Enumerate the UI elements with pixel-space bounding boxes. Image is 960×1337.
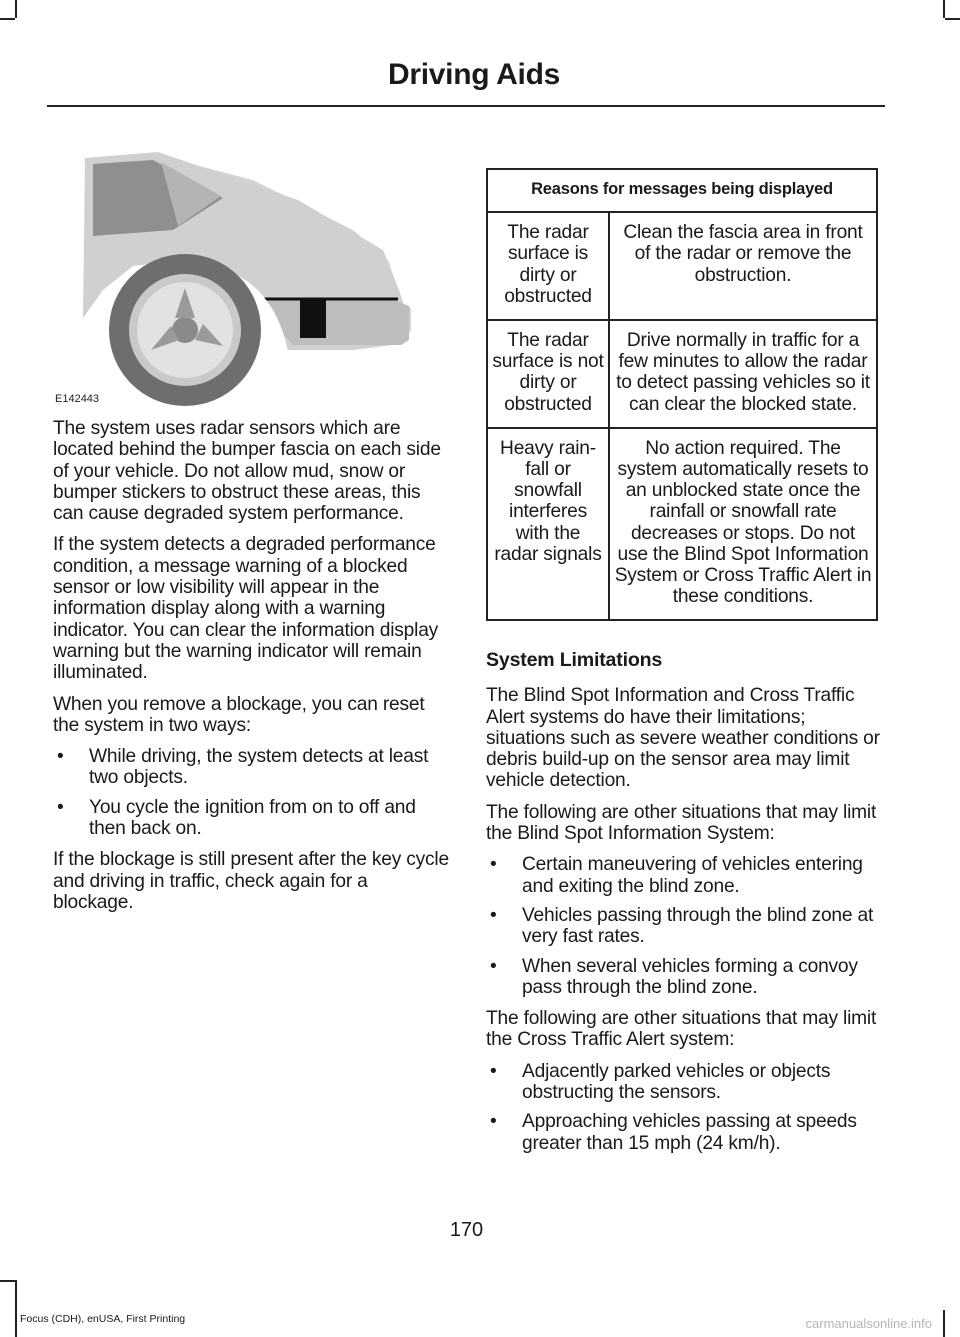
list-item: • Certain maneuvering of vehicles entering and exiting the blind zone. xyxy=(486,854,880,897)
paragraph: The system uses radar sensors which are located behind the bumper fascia on each side of your vehicle. Do not allow mud, snow or bumper stickers to obstruct these areas, this can cause degraded system performance. xyxy=(53,418,441,525)
footer-text: Focus (CDH), enUSA, First Printing xyxy=(20,1313,186,1325)
page-title: Driving Aids xyxy=(388,58,560,91)
crop-mark xyxy=(945,18,960,20)
header-rule xyxy=(47,105,885,107)
table-cell-cause: The radar surface is not dirty or obstructed xyxy=(487,320,609,428)
paragraph: If the blockage is still present after the key cycle and driving in traffic, check again for a blockage. xyxy=(53,849,449,913)
watermark: carmanualsonline.info xyxy=(805,1316,932,1331)
list-item: • When several vehicles forming a convoy pass through the blind zone. xyxy=(486,956,880,999)
page-number: 170 xyxy=(449,1219,484,1241)
paragraph: If the system detects a degraded performance condition, a message warning of a blocked sensor or low visibility will appear in the information display along with a warning indicator. You can clear the information display warning but the warning indicator will remain illuminated. xyxy=(53,534,439,684)
table-header: Reasons for messages being displayed xyxy=(487,169,877,212)
table-row xyxy=(487,212,877,320)
paragraph: The following are other situations that may limit the Blind Spot Information System: xyxy=(486,801,877,845)
figure-code: E142443 xyxy=(55,393,100,405)
table-row xyxy=(487,320,877,428)
cta-limitations-list xyxy=(486,1061,880,1154)
crop-mark xyxy=(15,1282,17,1337)
crop-mark xyxy=(15,0,17,18)
table-row xyxy=(487,428,877,621)
paragraph: The Blind Spot Information and Cross Traffic Alert systems do have their limitations; situations such as severe weather conditions or debris build-up on the sensor area may limit vehicle detection. xyxy=(486,685,880,792)
bsis-limitations-list xyxy=(486,854,880,998)
table-cell-action: Clean the fascia area in front of the radar or remove the obstruction. xyxy=(609,212,877,320)
table-cell-cause: Heavy rain-fall or snowfall interferes with the radar signals xyxy=(487,428,609,621)
reset-methods-list xyxy=(53,746,449,839)
section-heading: System Limitations xyxy=(486,649,663,671)
list-item: • Adjacently parked vehicles or objects obstructing the sensors. xyxy=(486,1061,880,1104)
paragraph: The following are other situations that may limit the Cross Traffic Alert system: xyxy=(486,1008,877,1051)
crop-mark xyxy=(943,0,945,18)
crop-mark xyxy=(943,1310,945,1337)
list-item: • Approaching vehicles passing at speeds greater than 15 mph (24 km/h). xyxy=(486,1111,880,1154)
table-cell-cause: The radar surface is dirty or obstructed xyxy=(487,212,609,320)
right-column xyxy=(486,650,880,1164)
left-column xyxy=(53,418,449,923)
crop-mark xyxy=(0,18,15,20)
list-item: • While driving, the system detects at least two objects. xyxy=(53,746,449,789)
list-item: • You cycle the ignition from on to off and then back on. xyxy=(53,797,449,840)
paragraph: When you remove a blockage, you can reset the system in two ways: xyxy=(53,693,425,736)
table-cell-action: Drive normally in traffic for a few minutes to allow the radar to detect passing vehicles so it can clear the blocked state. xyxy=(609,320,877,428)
car-rear-corner-drawing xyxy=(53,140,453,410)
reasons-table xyxy=(486,168,878,621)
list-item: • Vehicles passing through the blind zone at very fast rates. xyxy=(486,905,880,948)
car-rear-illustration xyxy=(53,140,453,410)
table-cell-action: No action required. The system automatically resets to an unblocked state once the rainfall or snowfall rate decreases or stops. Do not use the Blind Spot Information System or Cross Traffic Alert in these conditions. xyxy=(609,428,877,621)
